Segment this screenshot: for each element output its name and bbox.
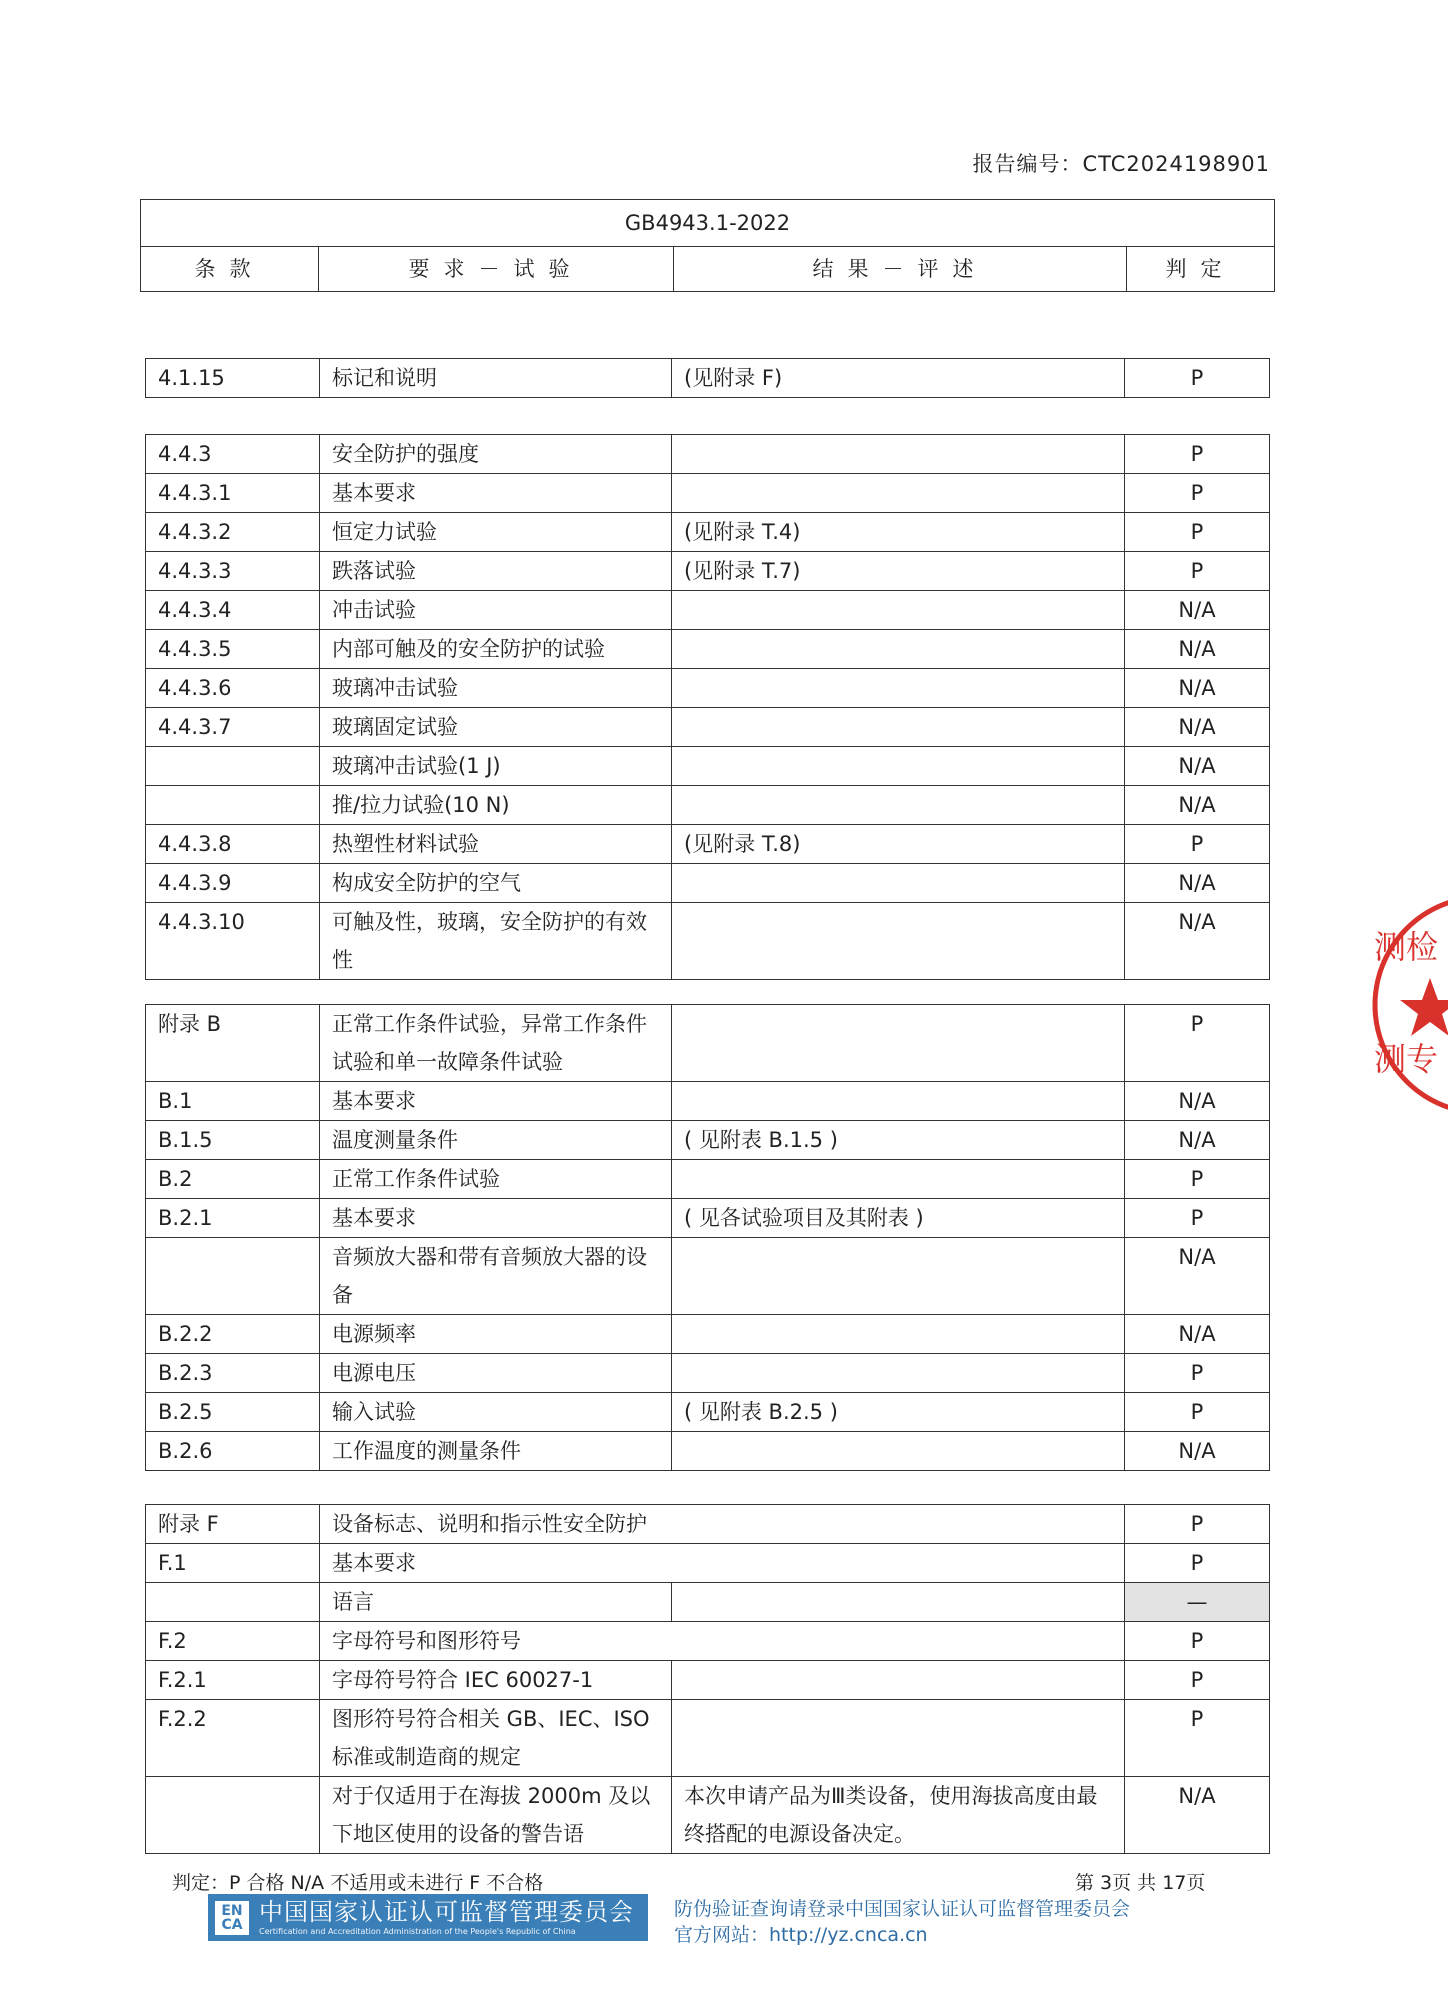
verdict-cell: N/A <box>1125 591 1270 630</box>
verdict-cell: P <box>1125 1354 1270 1393</box>
verdict-cell: P <box>1125 1700 1270 1777</box>
verdict-cell: N/A <box>1125 1082 1270 1121</box>
requirement-cell: 推/拉力试验(10 N) <box>320 786 672 825</box>
verdict-cell: N/A <box>1125 1432 1270 1471</box>
clause-cell: 4.4.3.5 <box>146 630 320 669</box>
result-cell <box>672 864 1125 903</box>
clause-cell: 4.4.3.8 <box>146 825 320 864</box>
page-number: 第 3页 共 17页 <box>1075 1872 1206 1894</box>
clause-cell: 附录 F <box>146 1505 320 1544</box>
table-row <box>146 825 1270 864</box>
result-cell: (见附录 F) <box>672 359 1125 398</box>
seal-text-top: 测检 <box>1374 928 1439 966</box>
table-row <box>146 1005 1270 1082</box>
col-result: 结果－评述 <box>674 247 1127 292</box>
table-row <box>146 1121 1270 1160</box>
result-cell: ( 见各试验项目及其附表 ) <box>672 1199 1125 1238</box>
table-row <box>146 1160 1270 1199</box>
verdict-cell: P <box>1125 1005 1270 1082</box>
verdict-cell: N/A <box>1125 1238 1270 1315</box>
requirement-cell: 设备标志、说明和指示性安全防护 <box>320 1505 1125 1544</box>
clause-cell <box>146 747 320 786</box>
result-cell: 本次申请产品为Ⅲ类设备，使用海拔高度由最终搭配的电源设备决定。 <box>672 1777 1125 1854</box>
requirement-cell: 冲击试验 <box>320 591 672 630</box>
clause-cell: B.2.5 <box>146 1393 320 1432</box>
cnca-logo <box>208 1894 648 1941</box>
clause-cell: B.1 <box>146 1082 320 1121</box>
requirement-cell: 工作温度的测量条件 <box>320 1432 672 1471</box>
result-cell <box>672 903 1125 980</box>
clause-cell: 4.4.3.6 <box>146 669 320 708</box>
table-row <box>146 513 1270 552</box>
result-cell <box>672 1661 1125 1700</box>
table-row <box>146 747 1270 786</box>
table-row <box>146 786 1270 825</box>
requirement-cell: 标记和说明 <box>320 359 672 398</box>
requirement-cell: 电源电压 <box>320 1354 672 1393</box>
clause-cell: F.2.2 <box>146 1700 320 1777</box>
result-cell <box>672 669 1125 708</box>
header-table <box>140 199 1275 292</box>
result-cell <box>672 708 1125 747</box>
table-row <box>146 864 1270 903</box>
result-cell <box>672 435 1125 474</box>
verdict-cell: N/A <box>1125 669 1270 708</box>
clause-cell: B.1.5 <box>146 1121 320 1160</box>
requirement-cell: 温度测量条件 <box>320 1121 672 1160</box>
seal-stamp <box>1368 890 1448 1120</box>
table-row <box>146 903 1270 980</box>
table-row <box>146 630 1270 669</box>
section-table <box>145 434 1270 980</box>
verdict-cell: N/A <box>1125 1121 1270 1160</box>
report-number: 报告编号：CTC2024198901 <box>972 152 1270 176</box>
table-row <box>146 474 1270 513</box>
table-row <box>146 1432 1270 1471</box>
requirement-cell: 对于仅适用于在海拔 2000m 及以下地区使用的设备的警告语 <box>320 1777 672 1854</box>
clause-cell: B.2.3 <box>146 1354 320 1393</box>
requirement-cell: 内部可触及的安全防护的试验 <box>320 630 672 669</box>
cnca-name-en: Certification and Accreditation Administration of the People's Republic of China <box>259 1927 576 1936</box>
clause-cell <box>146 1238 320 1315</box>
requirement-cell: 正常工作条件试验，异常工作条件试验和单一故障条件试验 <box>320 1005 672 1082</box>
result-cell <box>672 747 1125 786</box>
section-table <box>145 1504 1270 1854</box>
table-row <box>146 1583 1270 1622</box>
requirement-cell: 基本要求 <box>320 1544 1125 1583</box>
verdict-cell: P <box>1125 1544 1270 1583</box>
verdict-cell: P <box>1125 513 1270 552</box>
requirement-cell: 跌落试验 <box>320 552 672 591</box>
table-row <box>146 1700 1270 1777</box>
requirement-cell: 图形符号符合相关 GB、IEC、ISO 标准或制造商的规定 <box>320 1700 672 1777</box>
table-row <box>146 708 1270 747</box>
verify-url[interactable]: 官方网站：http://yz.cnca.cn <box>674 1924 928 1946</box>
table-row <box>146 1315 1270 1354</box>
result-cell: ( 见附表 B.1.5 ) <box>672 1121 1125 1160</box>
table-row <box>146 1777 1270 1854</box>
result-cell <box>672 1315 1125 1354</box>
verdict-cell: N/A <box>1125 786 1270 825</box>
table-row <box>146 435 1270 474</box>
verdict-cell: — <box>1125 1583 1270 1622</box>
table-row <box>146 591 1270 630</box>
requirement-cell: 热塑性材料试验 <box>320 825 672 864</box>
clause-cell: B.2.6 <box>146 1432 320 1471</box>
result-cell <box>672 1700 1125 1777</box>
verdict-cell: P <box>1125 1393 1270 1432</box>
result-cell <box>672 1583 1125 1622</box>
clause-cell: 4.4.3.7 <box>146 708 320 747</box>
result-cell <box>672 630 1125 669</box>
requirement-cell: 正常工作条件试验 <box>320 1160 672 1199</box>
requirement-cell: 构成安全防护的空气 <box>320 864 672 903</box>
cnca-name-cn: 中国国家认证认可监督管理委员会 <box>259 1898 634 1926</box>
clause-cell: 4.1.15 <box>146 359 320 398</box>
table-row <box>146 1661 1270 1700</box>
result-cell: (见附录 T.8) <box>672 825 1125 864</box>
verdict-cell: P <box>1125 552 1270 591</box>
col-requirement: 要求－试验 <box>319 247 674 292</box>
requirement-cell: 玻璃冲击试验 <box>320 669 672 708</box>
result-cell <box>672 1238 1125 1315</box>
clause-cell: 4.4.3.2 <box>146 513 320 552</box>
result-cell <box>672 786 1125 825</box>
requirement-cell: 语言 <box>320 1583 672 1622</box>
result-cell: (见附录 T.7) <box>672 552 1125 591</box>
result-cell <box>672 591 1125 630</box>
clause-cell: 4.4.3 <box>146 435 320 474</box>
verdict-legend: 判定：P 合格 N/A 不适用或未进行 F 不合格 <box>172 1872 544 1894</box>
requirement-cell: 基本要求 <box>320 1082 672 1121</box>
result-cell <box>672 1160 1125 1199</box>
requirement-cell: 电源频率 <box>320 1315 672 1354</box>
result-cell: (见附录 T.4) <box>672 513 1125 552</box>
requirement-cell: 安全防护的强度 <box>320 435 672 474</box>
clause-cell: 附录 B <box>146 1005 320 1082</box>
section-table <box>145 1004 1270 1471</box>
requirement-cell: 基本要求 <box>320 1199 672 1238</box>
clause-cell <box>146 1583 320 1622</box>
verdict-cell: N/A <box>1125 1315 1270 1354</box>
clause-cell <box>146 1777 320 1854</box>
table-row <box>146 552 1270 591</box>
result-cell <box>672 1354 1125 1393</box>
standard-title: GB4943.1-2022 <box>141 200 1275 247</box>
table-row <box>146 1354 1270 1393</box>
table-row <box>146 1238 1270 1315</box>
clause-cell: B.2 <box>146 1160 320 1199</box>
clause-cell: B.2.1 <box>146 1199 320 1238</box>
verdict-cell: N/A <box>1125 864 1270 903</box>
table-row <box>146 1393 1270 1432</box>
verdict-cell: N/A <box>1125 747 1270 786</box>
clause-cell <box>146 786 320 825</box>
result-cell <box>672 474 1125 513</box>
clause-cell: F.2 <box>146 1622 320 1661</box>
clause-cell: F.2.1 <box>146 1661 320 1700</box>
col-verdict: 判定 <box>1127 247 1275 292</box>
clause-cell: 4.4.3.4 <box>146 591 320 630</box>
verdict-cell: P <box>1125 474 1270 513</box>
verdict-cell: P <box>1125 825 1270 864</box>
clause-cell: 4.4.3.3 <box>146 552 320 591</box>
verdict-cell: N/A <box>1125 1777 1270 1854</box>
seal-text-bottom: 测专 <box>1374 1040 1439 1078</box>
clause-cell: 4.4.3.1 <box>146 474 320 513</box>
verify-info <box>674 1896 1130 1948</box>
result-cell <box>672 1005 1125 1082</box>
clause-cell: F.1 <box>146 1544 320 1583</box>
table-row <box>146 1505 1270 1544</box>
requirement-cell: 字母符号和图形符号 <box>320 1622 1125 1661</box>
clause-cell: 4.4.3.9 <box>146 864 320 903</box>
verify-line-1: 防伪验证查询请登录中国国家认证认可监督管理委员会 <box>674 1898 1131 1920</box>
table-row <box>146 1544 1270 1583</box>
requirement-cell: 玻璃固定试验 <box>320 708 672 747</box>
requirement-cell: 音频放大器和带有音频放大器的设备 <box>320 1238 672 1315</box>
verdict-cell: P <box>1125 359 1270 398</box>
verdict-cell: P <box>1125 1199 1270 1238</box>
verdict-cell: P <box>1125 1622 1270 1661</box>
verdict-cell: N/A <box>1125 708 1270 747</box>
cnca-mark-icon: EN CA <box>215 1901 249 1935</box>
clause-cell: 4.4.3.10 <box>146 903 320 980</box>
result-cell: ( 见附表 B.2.5 ) <box>672 1393 1125 1432</box>
requirement-cell: 恒定力试验 <box>320 513 672 552</box>
result-cell <box>672 1082 1125 1121</box>
requirement-cell: 可触及性，玻璃，安全防护的有效性 <box>320 903 672 980</box>
table-row <box>146 1199 1270 1238</box>
clause-cell: B.2.2 <box>146 1315 320 1354</box>
section-table <box>145 358 1270 398</box>
table-row <box>146 359 1270 398</box>
col-clause: 条款 <box>141 247 319 292</box>
verdict-cell: P <box>1125 1505 1270 1544</box>
requirement-cell: 基本要求 <box>320 474 672 513</box>
verdict-cell: N/A <box>1125 903 1270 980</box>
table-row <box>146 669 1270 708</box>
requirement-cell: 字母符号符合 IEC 60027-1 <box>320 1661 672 1700</box>
verdict-cell: P <box>1125 1160 1270 1199</box>
verdict-cell: N/A <box>1125 630 1270 669</box>
requirement-cell: 玻璃冲击试验(1 J) <box>320 747 672 786</box>
verdict-cell: P <box>1125 1661 1270 1700</box>
table-row <box>146 1622 1270 1661</box>
result-cell <box>672 1432 1125 1471</box>
requirement-cell: 输入试验 <box>320 1393 672 1432</box>
table-row <box>146 1082 1270 1121</box>
verdict-cell: P <box>1125 435 1270 474</box>
